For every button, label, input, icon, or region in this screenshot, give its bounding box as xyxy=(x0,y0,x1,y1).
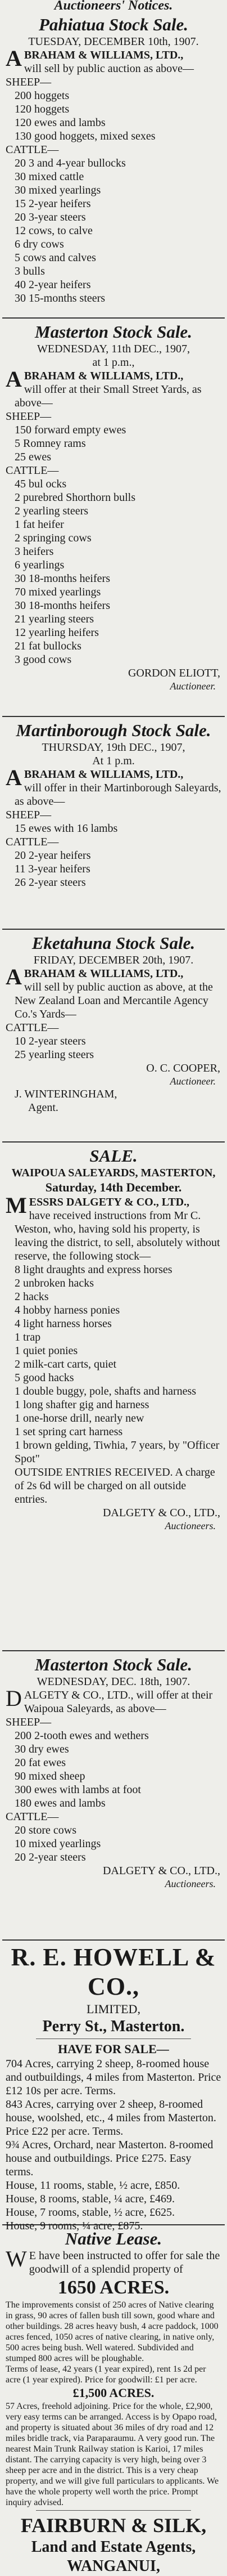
ad-signature: O. C. COOPER, xyxy=(146,1062,220,1074)
ad-item: 30 18-months heifers xyxy=(15,599,110,612)
ad-item: 45 bul ocks xyxy=(15,478,67,490)
ad-title: Eketahuna Stock Sale. xyxy=(31,933,196,953)
ad-text: The improvements consist of 250 acres of Native clearing in grass, 90 acres of fallen bush till sown, good whare and other buildings. 28 acres heavy bush, 4 acre paddock, 1000 acres fenced, 1050 acres of native clearing, in native only, 500 acres being bush. Well watered. Subdivided and stumped 800 acres will be ploughable. xyxy=(6,2300,219,2363)
fairburn-place: WANGANUI, xyxy=(67,2557,160,2575)
ad-howell xyxy=(2,1943,225,2232)
ad-item: 5 Romney rams xyxy=(15,437,86,450)
ad-firm: ABRAHAM & WILLIAMS, LTD., xyxy=(6,964,184,989)
ad-item: 25 yearling steers xyxy=(15,1049,94,1061)
ad-category: SHEEP— xyxy=(6,809,52,821)
ad-item: 12 yearling heifers xyxy=(15,626,99,639)
ad-firm: MESSRS DALGETY & CO., LTD., xyxy=(6,1193,190,1218)
ad-date: FRIDAY, DECEMBER 20th, 1907. xyxy=(33,954,194,966)
property-listing: House, 7 rooms, stable, ½ acre, £625. xyxy=(6,2206,175,2219)
ad-item: 6 dry cows xyxy=(15,238,64,250)
firm-address: Perry St., Masterton. xyxy=(42,2018,185,2035)
ad-intro: WE have been instructed to offer for sale the goodwill of a splendid property of xyxy=(6,2246,220,2275)
ad-item: 21 yearling steers xyxy=(15,613,94,625)
property-listing: 9¾ Acres, Orchard, near Masterton. 8-roomed house and outbuildings. Price £275. Easy terms. xyxy=(6,2139,214,2178)
ad-item: 20 3-year steers xyxy=(15,211,86,223)
ad-native-lease xyxy=(2,2228,225,2575)
ad-item: 90 mixed sheep xyxy=(15,1770,85,1782)
ad-firm: ABRAHAM & WILLIAMS, LTD., xyxy=(6,765,184,790)
ad-title: SALE. xyxy=(89,1146,138,1166)
have-for-sale: HAVE FOR SALE— xyxy=(58,2042,169,2056)
ad-item: 4 hobby harness ponies xyxy=(15,1304,120,1316)
ad-text: 57 Acres, freehold adjoining. Price for the whole, £2,900, very easy terms can be arranged. Access is by Opapo road, and property is situated about 36 miles of dry road and 12 miles bridle track, via Paraparaumu. A very good run. The nearest Main Trunk Railway station is Karioi, 17 miles distant. The carrying capacity is very high, being over 3 sheep per acre and in the district. This is a very cheap property, and we will give full particulars to applicants. We have the whole property well worth the price. Prompt inquiry advised. xyxy=(6,2402,219,2507)
ad-item: 5 cows and calves xyxy=(15,252,96,264)
fairburn-sub: Land and Estate Agents, xyxy=(31,2538,196,2556)
ad-item: 1 one-horse drill, nearly new xyxy=(15,1412,144,1424)
ad-item: 1 quiet ponies xyxy=(15,1345,78,1357)
ad-item: 26 2-year steers xyxy=(15,876,86,889)
ad-text: will offer in their Martinborough Saleyards, as above— xyxy=(15,782,221,808)
acres-subheading: £1,500 ACRES. xyxy=(72,2386,155,2400)
ad-item: 20 2-year steers xyxy=(15,1851,86,1863)
ad-text: Terms of lease, 42 years (1 year expired), rent 1s 2d per acre (1 year expired). Price for goodwill: £1 per acre. xyxy=(6,2364,206,2385)
ad-text: will sell by public auction as above— xyxy=(24,62,194,75)
ad-item: 1 long shafter gig and harness xyxy=(15,1399,149,1411)
ad-item: 1 set spring cart harness xyxy=(15,1426,123,1438)
ad-item: 8 light draughts and express horses xyxy=(15,1264,172,1276)
ad-item: 3 bulls xyxy=(15,265,45,277)
ad-note: OUTSIDE ENTRIES RECEIVED. A charge of 2s 6d will be charged on all outside entries. xyxy=(15,1466,215,1506)
divider xyxy=(36,2510,191,2511)
ad-sale-waipoua xyxy=(2,1145,225,1651)
ad-item: 20 3 and 4-year bullocks xyxy=(15,157,126,169)
fairburn-firm: FAIRBURN & SILK, xyxy=(20,2514,207,2537)
property-listing: House, 11 rooms, stable, ½ acre, £850. xyxy=(6,2179,180,2192)
ad-date: WEDNESDAY, 11th DEC., 1907, xyxy=(37,343,190,355)
property-listing: House, 8 rooms, stable, ¼ acre, £469. xyxy=(6,2193,175,2205)
ad-item: 30 mixed cattle xyxy=(15,171,84,183)
ad-agent-title: Agent. xyxy=(28,1101,58,1114)
ad-date: TUESDAY, DECEMBER 10th, 1907. xyxy=(28,35,199,48)
ad-item: 10 2-year steers xyxy=(15,1035,86,1047)
ad-title: Masterton Stock Sale. xyxy=(35,322,192,342)
ad-masterton-1 xyxy=(2,321,225,717)
ad-date: Saturday, 14th December. xyxy=(45,1180,182,1194)
ad-eketahuna xyxy=(2,932,225,1143)
ad-item: 30 18-months heifers xyxy=(15,572,110,585)
acres-heading: 1650 ACRES. xyxy=(57,2277,170,2298)
property-listing: House, 9 rooms, ¼ acre, £875. xyxy=(6,2220,143,2232)
ad-time: At 1 p.m. xyxy=(92,755,135,767)
ad-item: 180 ewes and lambs xyxy=(15,1797,106,1809)
ad-title: Martinborough Stock Sale. xyxy=(16,720,211,740)
ad-item: 200 2-tooth ewes and wethers xyxy=(15,1730,149,1742)
ad-category: SHEEP— xyxy=(6,1716,52,1728)
ad-item: 2 purebred Shorthorn bulls xyxy=(15,491,135,504)
ad-title: Native Lease. xyxy=(65,2229,162,2248)
ad-item: 1 double buggy, pole, shafts and harness xyxy=(15,1385,197,1397)
ad-item: 300 ewes with lambs at foot xyxy=(15,1784,141,1796)
ad-item: 1 fat heifer xyxy=(15,518,64,531)
ad-item: 6 yearlings xyxy=(15,559,65,571)
ad-firm: ABRAHAM & WILLIAMS, LTD., xyxy=(6,46,184,71)
ad-item: 2 hacks xyxy=(15,1291,49,1303)
ad-item: 1 brown gelding, Tiwhia, 7 years, by "Officer Spot" xyxy=(15,1439,220,1465)
ad-signature-title: Auctioneer. xyxy=(170,1076,216,1087)
ad-item: 40 2-year heifers xyxy=(15,279,91,291)
ad-item: 21 fat bullocks xyxy=(15,640,81,652)
ad-item: 20 2-year heifers xyxy=(15,849,91,862)
ad-item: 2 yearling steers xyxy=(15,505,89,517)
ad-item: 25 ewes xyxy=(15,451,51,463)
ad-category: SHEEP— xyxy=(6,410,52,423)
ad-martinborough xyxy=(2,719,225,930)
ad-item: 2 milk-cart carts, quiet xyxy=(15,1358,117,1370)
ad-category: CATTLE— xyxy=(6,144,59,156)
ad-item: 30 dry ewes xyxy=(15,1743,69,1755)
ad-item: 150 forward empty ewes xyxy=(15,424,126,436)
ad-item: 120 hoggets xyxy=(15,103,70,115)
ad-item: 130 good hoggets, mixed sexes xyxy=(15,130,156,142)
ad-item: 20 store cows xyxy=(15,1824,76,1836)
ad-signature-title: Auctioneers. xyxy=(165,1878,216,1889)
ad-item: 70 mixed yearlings xyxy=(15,586,101,598)
ad-item: 15 2-year heifers xyxy=(15,198,91,210)
ad-item: 20 fat ewes xyxy=(15,1757,66,1769)
ad-masterton-2 xyxy=(2,1654,225,1941)
ad-item: 1 trap xyxy=(15,1331,41,1343)
ad-firm: ABRAHAM & WILLIAMS, LTD., xyxy=(6,366,184,392)
section-header: Auctioneers' Notices. xyxy=(54,0,173,13)
ad-text: DALGETY & CO., LTD., will offer at their Waipoua Saleyards, as above— xyxy=(6,1686,213,1715)
ad-item: 3 heifers xyxy=(15,545,54,558)
ad-category: CATTLE— xyxy=(6,1811,59,1823)
ad-time: at 1 p.m., xyxy=(92,356,135,369)
ad-location: WAIPOUA SALEYARDS, MASTERTON, xyxy=(11,1167,216,1179)
ad-item: 12 cows, to calve xyxy=(15,225,93,237)
ad-item: 4 light harness horses xyxy=(15,1318,112,1330)
ad-item: 5 good hacks xyxy=(15,1372,74,1384)
ad-title: Pahiatua Stock Sale. xyxy=(38,15,189,34)
ad-item: 200 hoggets xyxy=(15,89,70,102)
ad-category: CATTLE— xyxy=(6,464,59,477)
ad-title: Masterton Stock Sale. xyxy=(35,1655,192,1674)
ad-text: will offer at their Small Street Yards, as above— xyxy=(15,383,202,409)
ad-text: will sell by public auction as above, at the New Zealand Loan and Mercantile Agency Co.'s Yards— xyxy=(15,981,213,1020)
ad-agent: J. WINTERINGHAM, xyxy=(15,1088,117,1100)
ad-category: CATTLE— xyxy=(6,836,59,848)
ad-item: 3 good cows xyxy=(15,653,72,666)
ad-item: 2 unbroken hacks xyxy=(15,1277,94,1289)
ad-item: 2 springing cows xyxy=(15,532,92,544)
ad-text: have received instructions from Mr C. Weston, who, having sold his property, is leaving the district, to sell, absolutely without reserve, the following stock— xyxy=(15,1209,220,1262)
ad-item: 11 3-year heifers xyxy=(15,863,90,875)
ad-date: THURSDAY, 19th DEC., 1907, xyxy=(42,741,185,754)
ad-item: 120 ewes and lambs xyxy=(15,117,106,129)
ad-date: WEDNESDAY, DEC. 18th, 1907. xyxy=(37,1675,190,1688)
ad-signature-title: Auctioneers. xyxy=(165,1520,216,1531)
ad-category: SHEEP— xyxy=(6,76,52,88)
property-listing: 704 Acres, carrying 2 sheep, 8-roomed house and outbuildings, 4 miles from Masterton. Price £12 10s per acre. Terms. xyxy=(6,2058,221,2097)
firm-name: R. E. HOWELL & CO., xyxy=(11,1943,216,2000)
ad-pahiatua xyxy=(2,14,225,319)
ad-signature: GORDON ELIOTT, xyxy=(128,667,220,679)
ad-item: 10 mixed yearlings xyxy=(15,1838,101,1850)
property-listing: 843 Acres, carrying over 2 sheep, 8-roomed house, woolshed, etc., 4 miles from Masterton. Price £22 per acre. Terms. xyxy=(6,2098,216,2138)
ad-item: 30 15-months steers xyxy=(15,292,106,304)
firm-limited: LIMITED, xyxy=(87,2002,140,2016)
ad-signature-title: Auctioneer. xyxy=(170,680,216,692)
ad-item: 30 mixed yearlings xyxy=(15,184,101,196)
ad-item: 15 ewes with 16 lambs xyxy=(15,822,118,835)
ad-signature: DALGETY & CO., LTD., xyxy=(102,1865,220,1877)
ad-signature: DALGETY & CO., LTD., xyxy=(102,1507,220,1519)
ad-category: CATTLE— xyxy=(6,1022,59,1034)
